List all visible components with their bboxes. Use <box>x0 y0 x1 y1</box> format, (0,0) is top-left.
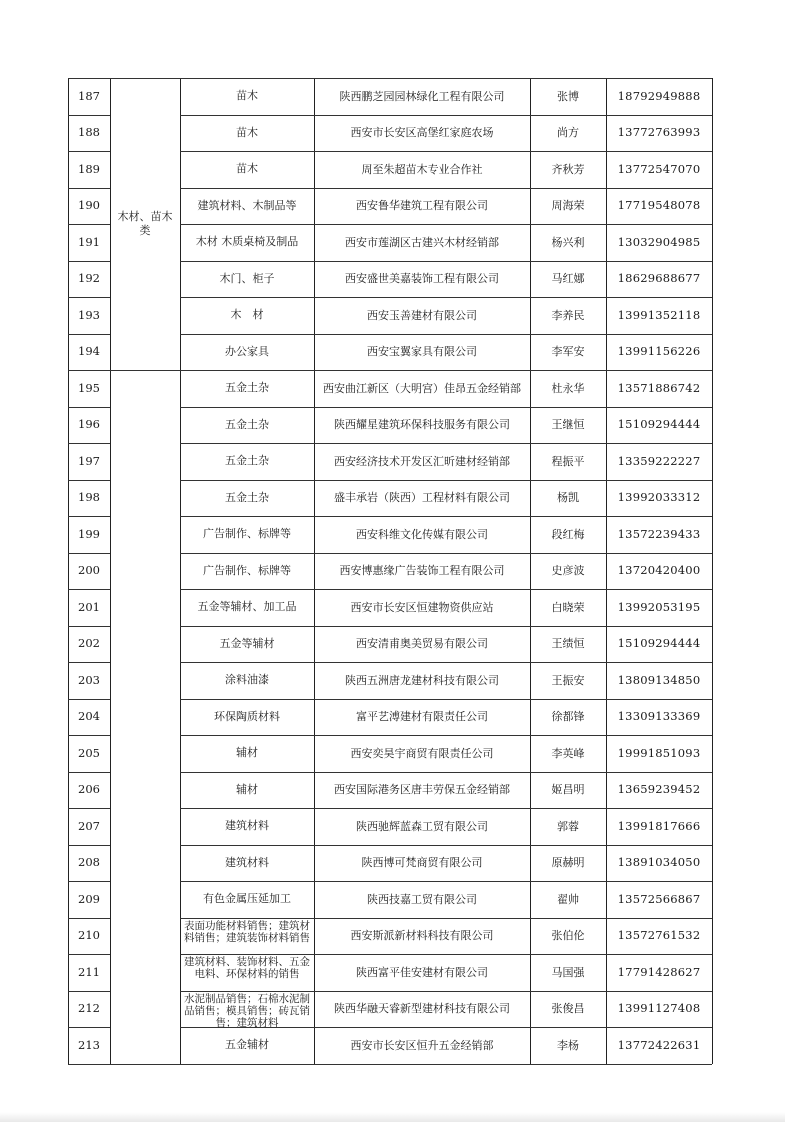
row-number: 191 <box>78 234 100 249</box>
row-number: 200 <box>78 563 100 578</box>
company-name: 西安市长安区恒升五金经销部 <box>350 1038 494 1052</box>
product-category: 五金土杂 <box>225 417 269 431</box>
phone-number: 17791428627 <box>617 964 701 979</box>
product-category: 苗木 <box>236 89 258 103</box>
contact-person: 张伯伦 <box>551 929 585 943</box>
phone-number: 18792949888 <box>617 88 701 103</box>
product-category: 辅材 <box>236 746 258 760</box>
table-column-border <box>606 78 607 1064</box>
company-name: 盛丰承岩（陕西）工程材料有限公司 <box>334 491 510 505</box>
company-name: 陕西博可梵商贸有限公司 <box>361 856 483 870</box>
row-number: 202 <box>78 636 100 651</box>
row-number: 197 <box>78 453 100 468</box>
company-name: 陕西耀星建筑环保科技服务有限公司 <box>334 418 510 432</box>
phone-number: 15109294444 <box>617 636 701 651</box>
company-name: 西安市长安区高堡红家庭农场 <box>350 126 494 140</box>
product-category: 辅材 <box>236 782 258 796</box>
phone-number: 13572761532 <box>617 928 701 943</box>
phone-number: 13991352118 <box>617 307 701 322</box>
contact-person: 白晓荣 <box>551 600 585 614</box>
company-name: 西安清甫奥美贸易有限公司 <box>356 637 488 651</box>
company-name: 西安盛世美嘉装饰工程有限公司 <box>345 272 499 286</box>
company-name: 周至朱超苗木专业合作社 <box>361 162 483 176</box>
product-category: 五金土杂 <box>225 490 269 504</box>
product-category: 环保陶质材料 <box>214 709 280 723</box>
product-category: 木 材 <box>230 308 264 322</box>
row-number: 207 <box>78 818 100 833</box>
contact-person: 姬昌明 <box>551 783 585 797</box>
category-group-cell <box>114 370 176 1064</box>
contact-person: 程振平 <box>551 454 585 468</box>
phone-number: 13992033312 <box>617 490 701 505</box>
company-name: 陕西五洲唐龙建材科技有限公司 <box>345 673 499 687</box>
phone-number: 15109294444 <box>617 417 701 432</box>
contact-person: 李养民 <box>551 308 585 322</box>
product-category: 建筑材料 <box>225 819 269 833</box>
contact-person: 杨兴利 <box>551 235 585 249</box>
company-name: 陕西鹏芝园园林绿化工程有限公司 <box>339 89 505 103</box>
company-name: 西安曲江新区（大明宫）佳昂五金经销部 <box>323 381 521 395</box>
contact-person: 段红梅 <box>551 527 585 541</box>
contact-person: 原赫明 <box>551 856 585 870</box>
company-name: 西安玉善建材有限公司 <box>367 308 477 322</box>
table-row-border <box>68 1064 110 1065</box>
company-name: 西安经济技术开发区汇昕建材经销部 <box>334 454 510 468</box>
row-number: 211 <box>78 964 100 979</box>
product-category: 广告制作、标牌等 <box>203 563 291 577</box>
row-number: 189 <box>78 161 100 176</box>
product-category: 广告制作、标牌等 <box>203 527 291 541</box>
table-column-border <box>110 78 111 1064</box>
contact-person: 郭蓉 <box>557 819 579 833</box>
product-category: 建筑材料、装饰材料、五金电料、环保材料的销售 <box>184 956 310 980</box>
product-category: 五金等辅材 <box>219 636 275 650</box>
product-category: 木门、柜子 <box>219 271 275 285</box>
contact-person: 李杨 <box>557 1038 579 1052</box>
contact-person: 王继恒 <box>551 418 585 432</box>
row-number: 193 <box>78 307 100 322</box>
row-number: 212 <box>78 1001 100 1016</box>
contact-person: 张俊昌 <box>551 1002 585 1016</box>
phone-number: 13772422631 <box>617 1037 701 1052</box>
phone-number: 18629688677 <box>617 271 701 286</box>
phone-number: 13891034050 <box>617 855 701 870</box>
phone-number: 19991851093 <box>617 745 701 760</box>
phone-number: 13572239433 <box>617 526 701 541</box>
phone-number: 13032904985 <box>617 234 701 249</box>
contact-person: 周海荣 <box>551 199 585 213</box>
product-category: 木材 木质桌椅及制品 <box>195 235 299 249</box>
row-number: 205 <box>78 745 100 760</box>
contact-person: 齐秋芳 <box>551 162 585 176</box>
phone-number: 13659239452 <box>617 782 701 797</box>
row-number: 208 <box>78 855 100 870</box>
contact-person: 李英峰 <box>551 746 585 760</box>
company-name: 西安市莲湖区古建兴木材经销部 <box>345 235 499 249</box>
row-number: 210 <box>78 928 100 943</box>
phone-number: 13359222227 <box>617 453 701 468</box>
company-name: 西安博惠缘广告装饰工程有限公司 <box>339 564 505 578</box>
product-category: 建筑材料、木制品等 <box>197 198 297 212</box>
table-column-border <box>180 78 181 1064</box>
scan-edge <box>0 1112 785 1122</box>
company-name: 陕西驰辉蓝森工贸有限公司 <box>356 819 488 833</box>
product-category: 表面功能材料销售；建筑材料销售；建筑装饰材料销售 <box>184 919 310 944</box>
row-number: 206 <box>78 782 100 797</box>
company-name: 西安斯派新材料科技有限公司 <box>350 929 494 943</box>
product-category: 有色金属压延加工 <box>203 892 291 906</box>
table-column-border <box>712 78 713 1064</box>
company-name: 西安市长安区恒建物资供应站 <box>350 600 494 614</box>
product-category: 建筑材料 <box>225 855 269 869</box>
product-category: 五金土杂 <box>225 454 269 468</box>
row-number: 199 <box>78 526 100 541</box>
group-border <box>110 1064 180 1065</box>
company-name: 西安宝翼家具有限公司 <box>367 345 477 359</box>
company-name: 陕西富平佳安建材有限公司 <box>356 965 488 979</box>
row-number: 198 <box>78 490 100 505</box>
phone-number: 13572566867 <box>617 891 701 906</box>
row-number: 194 <box>78 344 100 359</box>
company-name: 富平艺溥建材有限责任公司 <box>356 710 488 724</box>
row-number: 203 <box>78 672 100 687</box>
product-category: 水泥制品销售；石棉水泥制品销售；模具销售；砖瓦销售；建筑材料 <box>184 992 310 1027</box>
contact-person: 张博 <box>557 89 579 103</box>
product-category: 苗木 <box>236 162 258 176</box>
product-category: 五金辅材 <box>225 1038 269 1052</box>
category-group-cell: 木材、苗木类 <box>117 210 173 237</box>
phone-number: 13309133369 <box>617 709 701 724</box>
phone-number: 13992053195 <box>617 599 701 614</box>
table-row-border <box>180 1064 712 1065</box>
row-number: 187 <box>78 88 100 103</box>
company-name: 西安国际港务区唐丰劳保五金经销部 <box>334 783 510 797</box>
company-name: 西安奕昊宇商贸有限责任公司 <box>350 746 494 760</box>
product-category: 苗木 <box>236 125 258 139</box>
row-number: 196 <box>78 417 100 432</box>
row-number: 195 <box>78 380 100 395</box>
contact-person: 杜永华 <box>551 381 585 395</box>
row-number: 204 <box>78 709 100 724</box>
phone-number: 13991817666 <box>617 818 701 833</box>
table-column-border <box>314 78 315 1064</box>
product-category: 涂料油漆 <box>225 673 269 687</box>
row-number: 213 <box>78 1037 100 1052</box>
phone-number: 17719548078 <box>617 198 701 213</box>
phone-number: 13772547070 <box>617 161 701 176</box>
contact-person: 史彦波 <box>551 564 585 578</box>
row-number: 201 <box>78 599 100 614</box>
product-category: 五金土杂 <box>225 381 269 395</box>
contact-person: 马红娜 <box>551 272 585 286</box>
contact-person: 尚方 <box>557 126 579 140</box>
row-number: 209 <box>78 891 100 906</box>
phone-number: 13720420400 <box>617 563 701 578</box>
contact-person: 徐都锋 <box>551 710 585 724</box>
company-name: 西安科维文化传媒有限公司 <box>356 527 488 541</box>
table-column-border <box>530 78 531 1064</box>
phone-number: 13991156226 <box>617 344 701 359</box>
phone-number: 13991127408 <box>617 1001 701 1016</box>
contact-person: 王振安 <box>551 673 585 687</box>
phone-number: 13571886742 <box>617 380 701 395</box>
phone-number: 13809134850 <box>617 672 701 687</box>
contact-person: 李军安 <box>551 345 585 359</box>
contact-person: 翟帅 <box>557 892 579 906</box>
contact-person: 马国强 <box>551 965 585 979</box>
company-name: 西安鲁华建筑工程有限公司 <box>356 199 488 213</box>
contact-person: 杨凯 <box>557 491 579 505</box>
product-category: 办公家具 <box>225 344 269 358</box>
row-number: 190 <box>78 198 100 213</box>
contact-person: 王绩恒 <box>551 637 585 651</box>
company-name: 陕西技嘉工贸有限公司 <box>367 892 477 906</box>
phone-number: 13772763993 <box>617 125 701 140</box>
row-number: 188 <box>78 125 100 140</box>
table-column-border <box>68 78 69 1064</box>
company-name: 陕西华融天睿新型建材科技有限公司 <box>334 1002 510 1016</box>
product-category: 五金等辅材、加工品 <box>197 600 297 614</box>
row-number: 192 <box>78 271 100 286</box>
